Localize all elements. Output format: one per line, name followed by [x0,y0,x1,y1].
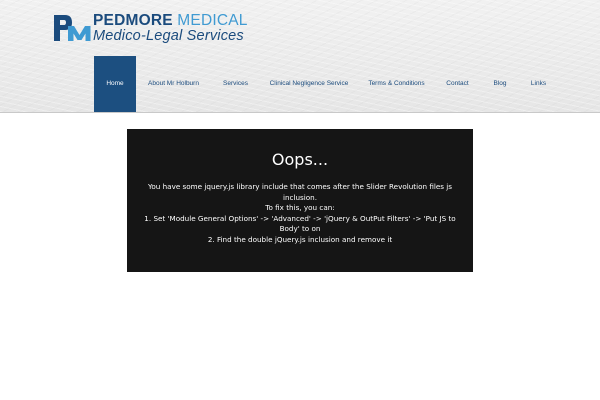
nav-clinical-negligence-service[interactable]: Clinical Negligence Service [269,80,349,87]
site-logo[interactable] [53,14,253,46]
error-line-step-1: 1. Set 'Module General Options' -> 'Advanced' -> 'jQuery & OutPut Filters' -> 'Put JS to Body' to on [144,213,456,233]
nav-blog[interactable]: Blog [493,80,507,87]
nav-terms-conditions[interactable]: Terms & Conditions [368,80,425,87]
main-navigation [94,56,557,112]
error-line-step-2: 2. Find the double jQuery.js inclusion and remove it [207,234,393,244]
error-message [137,182,463,245]
slider-error-box [127,129,473,272]
nav-links[interactable]: Links [530,80,547,87]
nav-services[interactable]: Services [223,80,248,87]
error-line-jquery-include: You have some jquery.js library include that comes after the Slider Revolution files js inclusion. [147,182,453,202]
nav-about-mr-holburn[interactable]: About Mr Holburn [148,80,199,87]
nav-home[interactable]: Home [94,56,136,112]
site-header [0,0,600,113]
nav-contact[interactable]: Contact [446,80,469,87]
brand-name [93,13,248,29]
brand-word-pedmore: PEDMORE [93,12,173,29]
error-line-fix-intro: To fix this, you can: [265,203,335,212]
pm-logo-icon [53,14,91,42]
brand-word-medical: MEDICAL [177,12,248,29]
error-title: Oops... [271,150,329,169]
brand-tagline: Medico-Legal Services [93,28,244,44]
